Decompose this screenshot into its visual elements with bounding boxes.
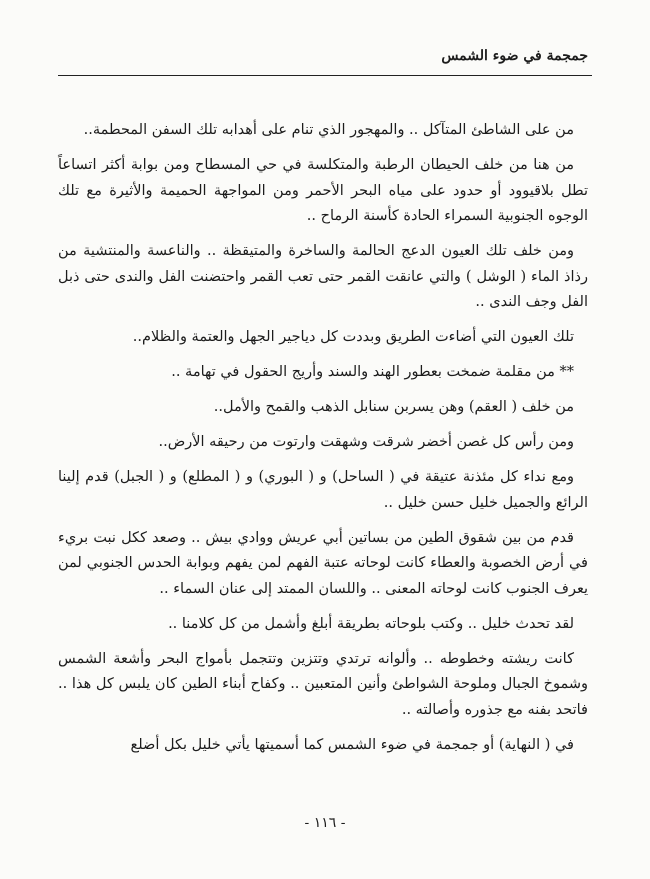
paragraph: من خلف ( العقم) وهن يسربن سنابل الذهب والقمح والأمل..: [213, 399, 574, 415]
paragraph: تلك العيون التي أضاءت الطريق وبددت كل دياجير الجهل والعتمة والظلام..: [132, 329, 574, 345]
paragraph: ومن رأس كل غصن أخضر شرقت وشهقت وارتوت من رحيقه الأرض..: [158, 434, 574, 450]
paragraph: ومع نداء كل مئذنة عتيقة في ( الساحل) و ( البوري) و ( المطلع) و ( الجبل) قدم إلينا الرائع والجميل خليل حسن خليل ..: [58, 469, 588, 511]
paragraph: ** من مقلمة ضمخت بعطور الهند والسند وأريج الحقول في تهامة ..: [171, 364, 574, 380]
running-header: جمجمة في ضوء الشمس: [441, 48, 588, 64]
paragraph: لقد تحدث خليل .. وكتب بلوحاته بطريقة أبلغ وأشمل من كل كلامنا ..: [168, 615, 574, 632]
paragraph: في ( النهاية) أو جمجمة في ضوء الشمس كما أسميتها يأتي خليل بكل أضلع: [130, 736, 574, 753]
header-rule: [58, 75, 592, 76]
paragraph: قدم من بين شقوق الطين من بساتين أبي عريش ووادي بيش .. وصعد ككل نبت بريء في أرض الخصوبة والعطاء كانت لوحاته عتبة الفهم لمن يفهم وبوابة الحدس الجنوبي لمن يعرف الجنوب كانت لوحاته المعنى .. واللسان الممتد إلى عنان السماء ..: [58, 529, 588, 597]
paragraph: كانت ريشته وخطوطه .. وألوانه ترتدي وتتزين وتتجمل بأمواج البحر وأشعة الشمس وشموخ الجبال وملوحة الشواطئ وأنين المتعبين .. وكفاح أبناء الطين كان يلبس كل هذا .. فاتحد بفنه مع جذوره وأصالته ..: [58, 650, 588, 718]
paragraph: ومن خلف تلك العيون الدعج الحالمة والساخرة والمتيقظة .. والناعسة والمنتشية من رذاذ الماء ( الوشل ) والتي عانقت القمر حتى تعب القمر واحتضنت الفل والندى حتى ذبل الفل وجف الندى ..: [58, 243, 588, 310]
page-number: - ١١٦ -: [304, 815, 346, 831]
paragraph: من هنا من خلف الحيطان الرطبة والمتكلسة في حي المسطاح ومن بوابة أكثر اتساعاً تطل بلاقيوود أو حدود على مياه البحر الأحمر ومن المواجهة الحميمة والأثيرة مع تلك الوجوه الجنوبية السمراء الحادة كأسنة الرماح ..: [58, 157, 588, 224]
paragraph: من على الشاطئ المتآكل .. والمهجور الذي تنام على أهدابه تلك السفن المحطمة..: [83, 122, 574, 138]
body-text: [58, 118, 588, 768]
